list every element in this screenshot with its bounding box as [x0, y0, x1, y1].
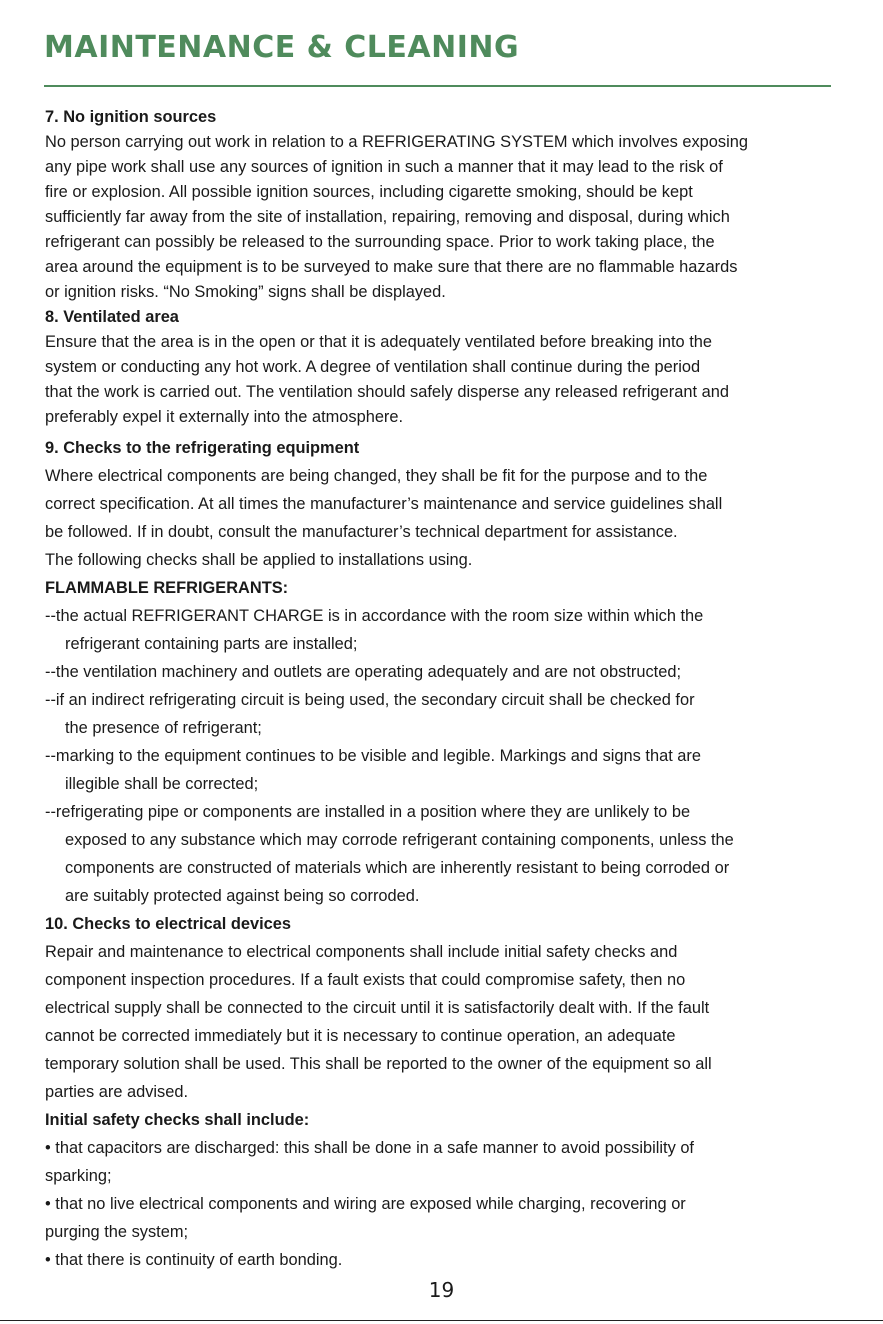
- bullet-item: • that there is continuity of earth bonding.: [45, 1251, 343, 1269]
- paragraph-line: electrical supply shall be connected to the circuit until it is satisfactorily dealt with. If the fault: [45, 999, 710, 1017]
- paragraph-line: Repair and maintenance to electrical components shall include initial safety checks and: [45, 943, 678, 961]
- bullet-item: • that capacitors are discharged: this shall be done in a safe manner to avoid possibility of: [45, 1139, 694, 1157]
- check-item: --the actual REFRIGERANT CHARGE is in accordance with the room size within which the: [45, 607, 704, 625]
- check-item: --refrigerating pipe or components are installed in a position where they are unlikely to be: [45, 803, 691, 821]
- subheading-initial-safety-checks: Initial safety checks shall include:: [45, 1111, 310, 1129]
- paragraph-line: system or conducting any hot work. A degree of ventilation shall continue during the period: [45, 358, 701, 376]
- bottom-divider: [0, 1320, 883, 1321]
- bullet-item-continued: purging the system;: [45, 1223, 189, 1241]
- check-item-continued: the presence of refrigerant;: [65, 719, 262, 737]
- check-item-continued: are suitably protected against being so corroded.: [65, 887, 420, 905]
- section-heading-9: 9. Checks to the refrigerating equipment: [45, 439, 360, 457]
- paragraph-line: preferably expel it externally into the atmosphere.: [45, 408, 404, 426]
- bullet-item: • that no live electrical components and wiring are exposed while charging, recovering or: [45, 1195, 686, 1213]
- paragraph-line: or ignition risks. “No Smoking” signs shall be displayed.: [45, 283, 446, 301]
- paragraph-line: be followed. If in doubt, consult the manufacturer’s technical department for assistance.: [45, 523, 678, 541]
- paragraph-line: The following checks shall be applied to installations using.: [45, 551, 473, 569]
- paragraph-line: No person carrying out work in relation to a REFRIGERATING SYSTEM which involves exposing: [45, 133, 748, 151]
- check-item-continued: refrigerant containing parts are installed;: [65, 635, 358, 653]
- paragraph-line: fire or explosion. All possible ignition sources, including cigarette smoking, should be kept: [45, 183, 693, 201]
- paragraph-line: temporary solution shall be used. This shall be reported to the owner of the equipment so all: [45, 1055, 712, 1073]
- paragraph-line: sufficiently far away from the site of installation, repairing, removing and disposal, during which: [45, 208, 730, 226]
- check-item-continued: exposed to any substance which may corrode refrigerant containing components, unless the: [65, 831, 734, 849]
- section-heading-8: 8. Ventilated area: [45, 308, 179, 326]
- section-heading-7: 7. No ignition sources: [45, 108, 217, 126]
- paragraph-line: Ensure that the area is in the open or that it is adequately ventilated before breaking into the: [45, 333, 712, 351]
- check-item-continued: illegible shall be corrected;: [65, 775, 259, 793]
- paragraph-line: parties are advised.: [45, 1083, 189, 1101]
- paragraph-line: that the work is carried out. The ventilation should safely disperse any released refrigerant and: [45, 383, 729, 401]
- check-item: --the ventilation machinery and outlets are operating adequately and are not obstructed;: [45, 663, 681, 681]
- paragraph-line: Where electrical components are being changed, they shall be fit for the purpose and to the: [45, 467, 708, 485]
- paragraph-line: correct specification. At all times the manufacturer’s maintenance and service guidelines shall: [45, 495, 723, 513]
- bullet-item-continued: sparking;: [45, 1167, 112, 1185]
- paragraph-line: cannot be corrected immediately but it is necessary to continue operation, an adequate: [45, 1027, 676, 1045]
- check-item: --if an indirect refrigerating circuit is being used, the secondary circuit shall be checked for: [45, 691, 695, 709]
- check-item: --marking to the equipment continues to be visible and legible. Markings and signs that are: [45, 747, 701, 765]
- title-divider: [44, 85, 831, 87]
- subheading-flammable-refrigerants: FLAMMABLE REFRIGERANTS:: [45, 579, 289, 597]
- page-number: 19: [428, 1278, 455, 1302]
- check-item-continued: components are constructed of materials which are inherently resistant to being corroded or: [65, 859, 730, 877]
- paragraph-line: component inspection procedures. If a fault exists that could compromise safety, then no: [45, 971, 686, 989]
- paragraph-line: any pipe work shall use any sources of ignition in such a manner that it may lead to the risk of: [45, 158, 723, 176]
- page-title: MAINTENANCE & CLEANING: [44, 30, 520, 65]
- paragraph-line: refrigerant can possibly be released to the surrounding space. Prior to work taking place, the: [45, 233, 715, 251]
- document-body: [45, 105, 835, 1274]
- section-heading-10: 10. Checks to electrical devices: [45, 915, 292, 933]
- paragraph-line: area around the equipment is to be surveyed to make sure that there are no flammable hazards: [45, 258, 738, 276]
